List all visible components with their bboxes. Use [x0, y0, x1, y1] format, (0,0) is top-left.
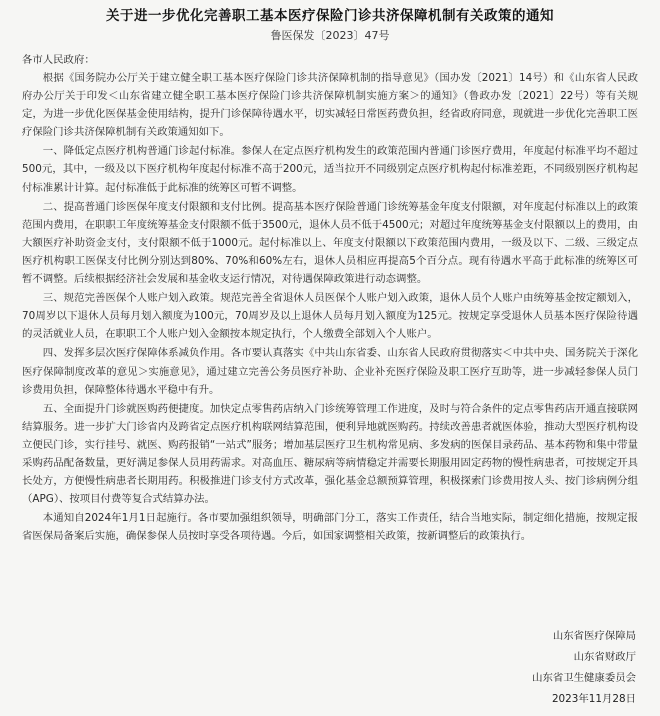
document-title: 关于进一步优化完善职工基本医疗保险门诊共济保障机制有关政策的通知 [106, 8, 554, 24]
issue-date: 2023年11月28日 [551, 693, 636, 705]
paragraph-section-2: 二、提高普通门诊医保年度支付限额和支付比例。提高基本医疗保险普通门诊统筹基金年度支付限额，对年度起付标准以上的政策范围内费用，在职职工年度统筹基金支付限额不低于3500元，退休人员不低于4500元；对超过年度统筹基金支付限额以上的费用，由大额医疗补助资金支付，支付限额不低于1000元。起付标准以上、年度支付限额以下政策范围内费用，一级及以下、二级、三级定点医疗机构职工医保支付比例分别达到80%、70%和60%左右，退休人员相应再提高5个百分点。现有待遇水平高于此标准的统筹区可暂不调整。后续根据经济社会发展和基金收支运行情况，对待遇保障政策进行动态调整。 [22, 200, 638, 286]
signature-block [532, 626, 636, 710]
signatory-health-commission: 山东省卫生健康委员会 [532, 672, 636, 684]
paragraph-section-5: 五、全面提升门诊就医购药便捷度。加快定点零售药店纳入门诊统筹管理工作进度，及时与符合条件的定点零售药店开通直接联网结算服务。进一步扩大门诊省内及跨省定点医疗机构联网结算范围，便利异地就医购药。持续改善患者就医体验，推动大型医疗机构设立便民门诊，实行挂号、就医、购药报销“一站式”服务；增加基层医疗卫生机构常见病、多发病的医保目录药品、基本药物和集中带量采购药品配备数量，更好满足参保人员用药需求。对高血压、糖尿病等病情稳定并需要长期服用固定药物的慢性病患者，可按规定开具长处方，方便慢性病患者长期用药。积极推进门诊支付方式改革，强化基金总额预算管理，积极探索门诊费用按人头、按门诊病例分组（APG）、按项目付费等复合式结算办法。 [22, 402, 638, 506]
paragraph-section-3: 三、规范完善医保个人账户划入政策。规范完善全省退休人员医保个人账户划入政策，退休人员个人账户由统筹基金按定额划入，70周岁以下退休人员每月划入额度为100元，70周岁及以上退休人员每月划入额度为125元。按规定享受退休人员基本医疗保险待遇的灵活就业人员，在职职工个人账户划入金额按本规定执行，个人缴费全部划入个人账户。 [22, 292, 638, 341]
paragraph-section-1: 一、降低定点医疗机构普通门诊起付标准。参保人在定点医疗机构发生的政策范围内普通门诊医疗费用，年度起付标准平均不超过500元，其中，一级及以下医疗机构年度起付标准不高于200元，适当拉开不同级别定点医疗机构起付标准差距，不同级别医疗机构起付标准累计计算。起付标准低于此标准的统筹区可暂不调整。 [22, 145, 638, 194]
paragraph-section-4: 四、发挥多层次医疗保障体系减负作用。各市要认真落实《中共山东省委、山东省人民政府贯彻落实＜中共中央、国务院关于深化医疗保障制度改革的意见＞实施意见》，通过建立完善公务员医疗补助、企业补充医疗保险及职工医疗互助等，进一步减轻参保人员门诊费用负担，保障整体待遇水平稳中有升。 [22, 347, 638, 396]
document-number: 鲁医保发〔2023〕47号 [270, 29, 390, 42]
signatory-medical-security-bureau: 山东省医疗保障局 [552, 630, 636, 642]
salutation: 各市人民政府： [22, 54, 95, 66]
paragraph-preamble: 根据《国务院办公厅关于建立健全职工基本医疗保险门诊共济保障机制的指导意见》（国办发〔2021〕14号）和《山东省人民政府办公厅关于印发＜山东省建立健全职工基本医疗保险门诊共济保障机制实施方案＞的通知》（鲁政办发〔2021〕22号）等有关规定，为进一步优化医保基金使用结构，提升门诊保障待遇水平，切实减轻日常医药费负担，经省政府同意，现就进一步优化完善职工医疗保险门诊共济保障机制有关政策通知如下。 [22, 72, 638, 139]
signatory-finance-department: 山东省财政厅 [573, 651, 636, 663]
paragraph-effective-date: 本通知自2024年1月1日起施行。各市要加强组织领导，明确部门分工，落实工作责任，结合当地实际，制定细化措施，按规定报省医保局备案后实施，确保参保人员按时享受各项待遇。今后，如国家调整相关政策，按新调整后的政策执行。 [22, 512, 638, 543]
